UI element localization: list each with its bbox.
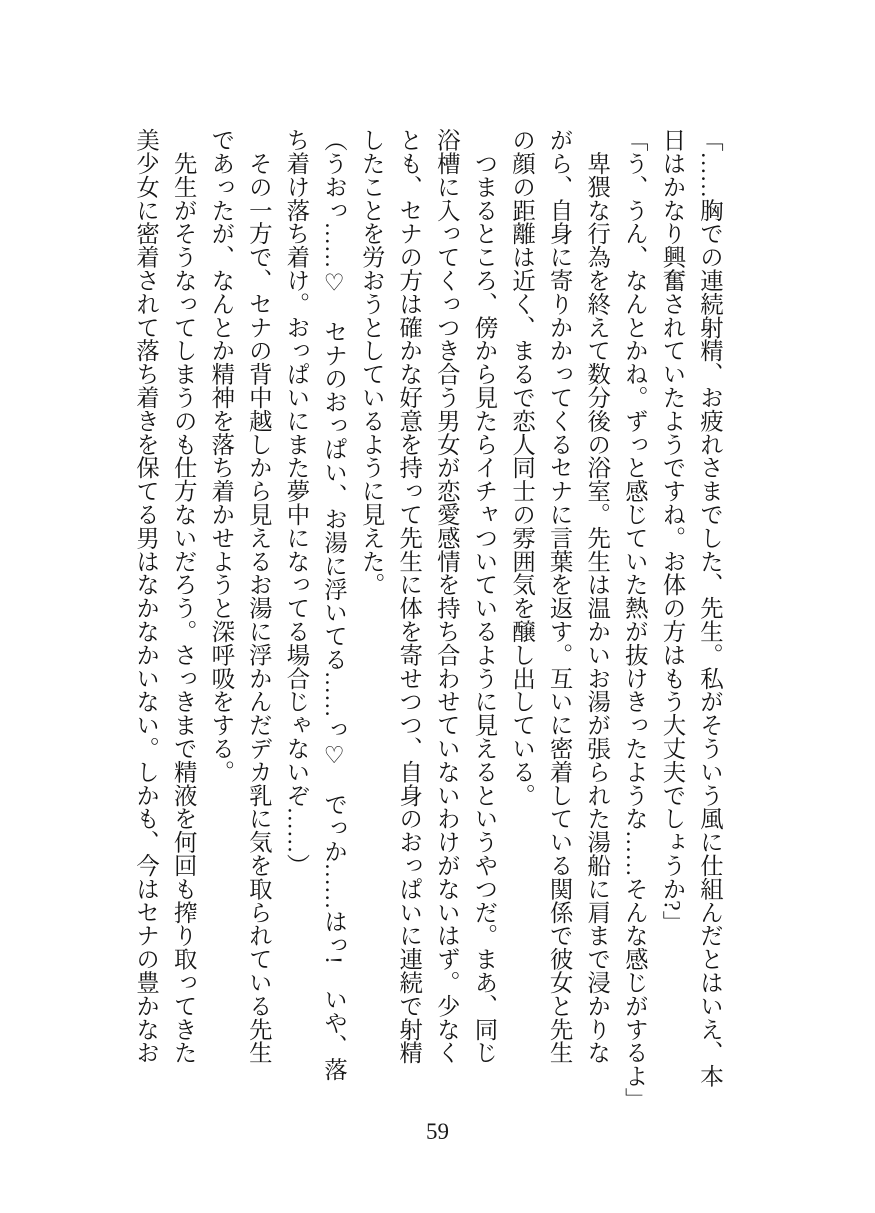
text-column: 「う、うん、なんとかね。ずっと感じていた熱が抜けきったような……そんな感じがするよ」 (620, 128, 647, 1111)
text-column: （うおっ……♡ セナのおっぱい、お湯に浮いてる……っ♡ でっか……はっ! いや、落 (320, 128, 347, 1081)
text-column: その一方で、セナの背中越しから見えるお湯に浮かんだデカ乳に気を取られている先生 (244, 128, 271, 1064)
text-column: つまるところ、傍から見たらイチャついているように見えるというやつだ。まあ、同じ (470, 128, 497, 1064)
text-block (123, 128, 727, 1111)
text-column: 浴槽に入ってくっつき合う男女が恋愛感情を持ち合わせていないわけがないはず。少なく (432, 128, 459, 1064)
text-column: ち着け落ち着け。おっぱいにまた夢中になってる場合じゃないぞ……） (282, 128, 309, 877)
text-column: 日はかなり興奮されていたようですね。お体の方はもう大丈夫でしょうか?」 (658, 128, 685, 934)
text-column: 卑猥な行為を終えて数分後の浴室。先生は温かいお湯が張られた湯船に肩まで浸かりな (583, 128, 610, 1064)
heart-symbol: ♡ (320, 268, 347, 297)
page-number: 59 (426, 1119, 449, 1144)
text-column: とも、セナの方は確かな好意を持って先生に体を寄せつつ、自身のおっぱいに連続で射精 (395, 128, 422, 1064)
heart-symbol: ♡ (320, 740, 347, 769)
text-column: したことを労おうとしているように見えた。 (357, 128, 384, 596)
text-column: がら、自身に寄りかかってくるセナに言葉を返す。互いに密着している関係で彼女と先生 (545, 128, 572, 1064)
text-column: 美少女に密着されて落ち着きを保てる男はなかなかいない。しかも、今はセナの豊かなお (132, 128, 159, 1064)
text-column: の顔の距離は近く、まるで恋人同士の雰囲気を醸し出している。 (508, 128, 535, 807)
text-column: 先生がそうなってしまうのも仕方ないだろう。さっきまで精液を何回も搾り取ってきた (169, 128, 196, 1064)
text-column: 「……胸での連続射精、お疲れさまでした、先生。私がそういう風に仕組んだとはいえ、本 (696, 128, 722, 1088)
text-column: であったが、なんとか精神を落ち着かせようと深呼吸をする。 (207, 128, 234, 784)
